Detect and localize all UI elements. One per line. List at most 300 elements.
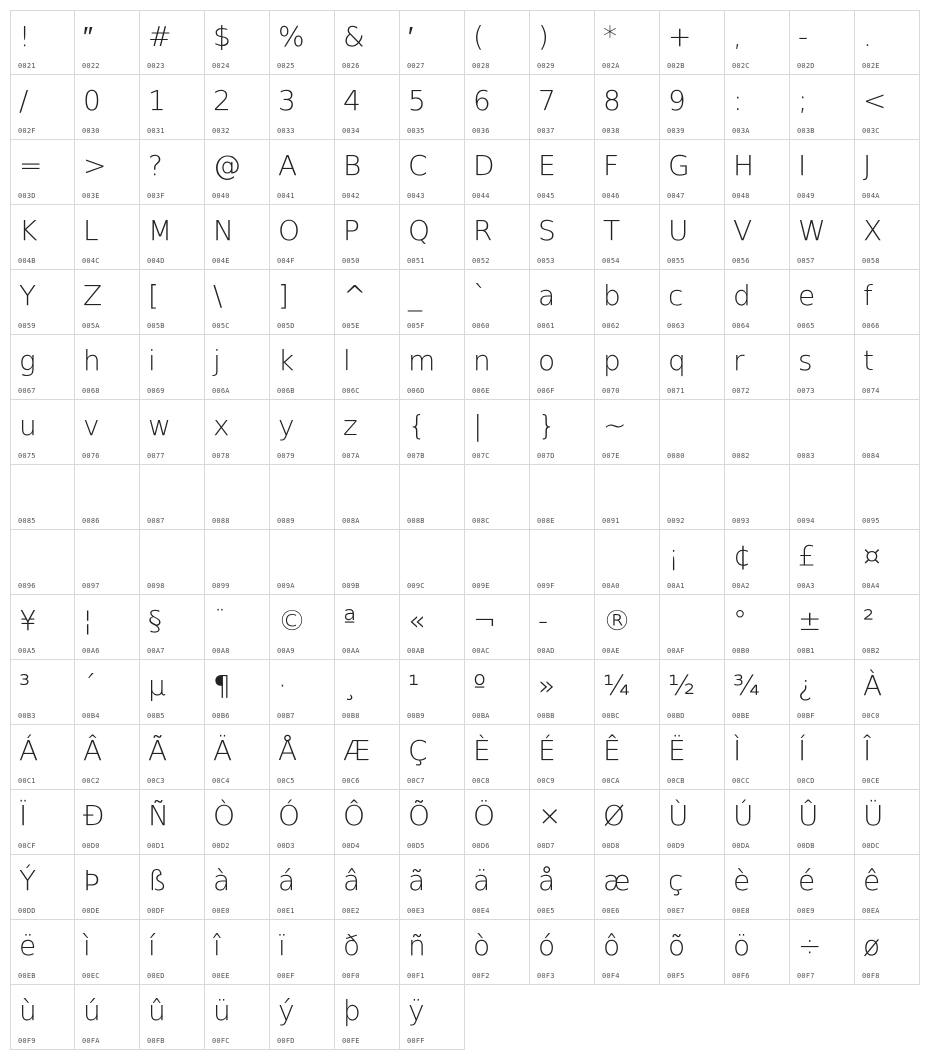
glyph-code: 00FA: [82, 1037, 100, 1045]
glyph-code: 00F8: [862, 972, 880, 980]
glyph-cell: [335, 465, 400, 530]
glyph-character: x: [213, 409, 230, 442]
glyph-cell: [660, 335, 725, 400]
glyph-cell: [790, 75, 855, 140]
glyph-cell: [465, 530, 530, 595]
glyph-code: 00D4: [342, 842, 360, 850]
glyph-cell: [75, 465, 140, 530]
glyph-cell: [205, 75, 270, 140]
glyph-character: P: [343, 214, 360, 247]
glyph-cell: [10, 335, 75, 400]
glyph-character: O: [278, 214, 301, 247]
glyph-character: þ: [343, 994, 361, 1027]
glyph-cell: [790, 530, 855, 595]
glyph-cell: [595, 595, 660, 660]
glyph-character: o: [538, 344, 556, 377]
glyph-code: 005C: [212, 322, 230, 330]
glyph-cell: [205, 270, 270, 335]
glyph-cell: [270, 725, 335, 790]
glyph-cell: [595, 270, 660, 335]
glyph-cell: [530, 335, 595, 400]
glyph-code: 00FD: [277, 1037, 295, 1045]
glyph-cell: [660, 530, 725, 595]
glyph-character: $: [213, 20, 231, 53]
glyph-character: ý: [278, 994, 295, 1027]
glyph-code: 003E: [82, 192, 100, 200]
glyph-code: 0024: [212, 62, 230, 70]
glyph-code: 0050: [342, 257, 360, 265]
glyph-character: H: [733, 149, 755, 182]
glyph-code: 003F: [147, 192, 165, 200]
glyph-code: 0071: [667, 387, 685, 395]
glyph-character: &: [343, 20, 365, 53]
glyph-code: 002E: [862, 62, 880, 70]
glyph-code: 00F4: [602, 972, 620, 980]
glyph-code: 0051: [407, 257, 425, 265]
glyph-code: 00E5: [537, 907, 555, 915]
glyph-cell: [270, 530, 335, 595]
glyph-code: 0035: [407, 127, 425, 135]
glyph-cell: [595, 205, 660, 270]
glyph-cell: [595, 75, 660, 140]
glyph-cell: [10, 10, 75, 75]
glyph-code: 00D6: [472, 842, 490, 850]
glyph-code: 00EA: [862, 907, 880, 915]
glyph-cell: [140, 920, 205, 985]
glyph-character: Ò: [213, 799, 236, 832]
glyph-cell: [595, 920, 660, 985]
glyph-code: 004D: [147, 257, 165, 265]
glyph-character: ù: [19, 994, 37, 1027]
glyph-cell: [75, 400, 140, 465]
glyph-cell: [270, 660, 335, 725]
glyph-character: w: [148, 409, 171, 442]
glyph-code: 0067: [18, 387, 36, 395]
glyph-character: }: [538, 409, 556, 442]
glyph-character: 2: [213, 84, 231, 117]
glyph-character: 1: [148, 84, 166, 117]
glyph-cell: [465, 205, 530, 270]
glyph-character: ä: [473, 864, 491, 897]
glyph-code: 0054: [602, 257, 620, 265]
glyph-code: 0066: [862, 322, 880, 330]
glyph-code: 00FB: [147, 1037, 165, 1045]
glyph-code: 0084: [862, 452, 880, 460]
glyph-character: ?: [148, 149, 163, 182]
glyph-code: 007A: [342, 452, 360, 460]
glyph-cell: [335, 10, 400, 75]
glyph-code: 0023: [147, 62, 165, 70]
glyph-code: 00C9: [537, 777, 555, 785]
glyph-code: 00F7: [797, 972, 815, 980]
glyph-character: Ô: [343, 799, 366, 832]
glyph-character: i: [148, 344, 156, 377]
glyph-cell: [335, 790, 400, 855]
glyph-cell: [530, 595, 595, 660]
glyph-cell: [10, 205, 75, 270]
glyph-code: 005D: [277, 322, 295, 330]
glyph-cell: [400, 10, 465, 75]
glyph-cell: [855, 855, 920, 920]
glyph-code: 0059: [18, 322, 36, 330]
glyph-code: 005B: [147, 322, 165, 330]
glyph-character: I: [798, 149, 807, 182]
glyph-character: á: [278, 864, 296, 897]
glyph-character: Ü: [863, 799, 884, 832]
glyph-character: k: [278, 344, 295, 377]
glyph-character: Ø: [603, 799, 626, 832]
glyph-code: 00A5: [18, 647, 36, 655]
glyph-character: ì: [83, 929, 91, 962]
glyph-character: ë: [19, 929, 37, 962]
glyph-cell: [725, 465, 790, 530]
glyph-code: 009E: [472, 582, 490, 590]
glyph-character: U: [668, 214, 689, 247]
glyph-cell: [725, 790, 790, 855]
glyph-character: z: [343, 409, 358, 442]
glyph-character: ¢: [733, 539, 751, 572]
glyph-code: 0031: [147, 127, 165, 135]
glyph-code: 0049: [797, 192, 815, 200]
glyph-cell: [205, 10, 270, 75]
glyph-cell: [855, 10, 920, 75]
glyph-code: 0064: [732, 322, 750, 330]
glyph-code: 002D: [797, 62, 815, 70]
glyph-character: ^: [343, 279, 367, 312]
glyph-code: 00F0: [342, 972, 360, 980]
glyph-code: 0037: [537, 127, 555, 135]
glyph-character: C: [408, 149, 428, 182]
glyph-character: m: [408, 344, 436, 377]
glyph-character: ã: [408, 864, 426, 897]
glyph-character: ¬: [473, 604, 497, 637]
glyph-cell: [725, 400, 790, 465]
glyph-character: È: [473, 734, 491, 767]
glyph-cell: [530, 920, 595, 985]
glyph-cell: [205, 335, 270, 400]
glyph-character: Û: [798, 799, 819, 832]
glyph-code: 00C5: [277, 777, 295, 785]
glyph-code: 00FC: [212, 1037, 230, 1045]
glyph-code: 0086: [82, 517, 100, 525]
glyph-code: 0072: [732, 387, 750, 395]
glyph-character: `: [473, 279, 487, 312]
glyph-character: ]: [278, 279, 289, 312]
glyph-code: 006D: [407, 387, 425, 395]
glyph-code: 00B4: [82, 712, 100, 720]
glyph-code: 0060: [472, 322, 490, 330]
glyph-code: 0029: [537, 62, 555, 70]
glyph-cell: [530, 660, 595, 725]
glyph-cell: [10, 725, 75, 790]
glyph-cell: [790, 790, 855, 855]
glyph-code: 0065: [797, 322, 815, 330]
glyph-cell: [140, 855, 205, 920]
glyph-character: _: [408, 279, 422, 312]
glyph-character: t: [863, 344, 874, 377]
glyph-cell: [335, 920, 400, 985]
glyph-cell: [855, 660, 920, 725]
glyph-code: 00B9: [407, 712, 425, 720]
glyph-code: 00EB: [18, 972, 36, 980]
glyph-code: 002B: [667, 62, 685, 70]
glyph-cell: [140, 985, 205, 1050]
glyph-cell: [725, 10, 790, 75]
glyph-cell: [660, 465, 725, 530]
glyph-character: Ý: [19, 864, 37, 897]
glyph-code: 00A3: [797, 582, 815, 590]
glyph-code: 0069: [147, 387, 165, 395]
glyph-code: 0052: [472, 257, 490, 265]
glyph-code: 00BD: [667, 712, 685, 720]
glyph-cell: [205, 920, 270, 985]
glyph-cell: [400, 595, 465, 660]
glyph-character: ;: [798, 84, 808, 117]
glyph-character: ¥: [19, 604, 37, 637]
glyph-code: 0063: [667, 322, 685, 330]
glyph-code: 00AE: [602, 647, 620, 655]
glyph-character: K: [19, 214, 38, 247]
glyph-cell: [465, 725, 530, 790]
glyph-character: Ú: [733, 799, 754, 832]
glyph-code: 00E2: [342, 907, 360, 915]
glyph-code: 00DE: [82, 907, 100, 915]
glyph-cell: [790, 920, 855, 985]
glyph-cell: [335, 985, 400, 1050]
glyph-cell: [10, 790, 75, 855]
glyph-character: º: [473, 669, 487, 702]
glyph-code: 00CD: [797, 777, 815, 785]
glyph-character: ÷: [798, 929, 822, 962]
glyph-code: 0053: [537, 257, 555, 265]
glyph-cell: [335, 400, 400, 465]
glyph-code: 005F: [407, 322, 425, 330]
glyph-cell: [790, 140, 855, 205]
glyph-cell: [790, 205, 855, 270]
glyph-code: 00D5: [407, 842, 425, 850]
glyph-code: 0030: [82, 127, 100, 135]
glyph-code: 00E0: [212, 907, 230, 915]
glyph-cell: [10, 400, 75, 465]
glyph-cell: [465, 790, 530, 855]
glyph-code: 009F: [537, 582, 555, 590]
glyph-character: 0: [83, 84, 101, 117]
glyph-character: ²: [863, 604, 875, 637]
glyph-cell: [270, 790, 335, 855]
glyph-character: R: [473, 214, 493, 247]
glyph-code: 0074: [862, 387, 880, 395]
glyph-code: 00C2: [82, 777, 100, 785]
glyph-character: Ë: [668, 734, 686, 767]
glyph-code: 00F5: [667, 972, 685, 980]
glyph-cell: [725, 595, 790, 660]
glyph-cell: [595, 725, 660, 790]
glyph-grid: [10, 10, 920, 1050]
glyph-character: ê: [863, 864, 881, 897]
glyph-code: 0076: [82, 452, 100, 460]
glyph-cell: [465, 855, 530, 920]
glyph-code: 00CE: [862, 777, 880, 785]
glyph-character: [: [148, 279, 159, 312]
glyph-code: 00C3: [147, 777, 165, 785]
glyph-code: 00BB: [537, 712, 555, 720]
glyph-cell: [75, 985, 140, 1050]
glyph-code: 00AD: [537, 647, 555, 655]
glyph-cell: [855, 790, 920, 855]
glyph-character: p: [603, 344, 621, 377]
glyph-code: 004A: [862, 192, 880, 200]
glyph-code: 0055: [667, 257, 685, 265]
glyph-cell: [725, 660, 790, 725]
glyph-character: Ï: [19, 799, 28, 832]
glyph-cell: [400, 270, 465, 335]
glyph-character: =: [19, 149, 43, 182]
glyph-code: 00C8: [472, 777, 490, 785]
glyph-code: 00F9: [18, 1037, 36, 1045]
glyph-cell: [205, 595, 270, 660]
glyph-character: è: [733, 864, 751, 897]
glyph-code: 0077: [147, 452, 165, 460]
glyph-code: 003D: [18, 192, 36, 200]
glyph-code: 0070: [602, 387, 620, 395]
glyph-cell: [790, 855, 855, 920]
glyph-cell: [75, 530, 140, 595]
glyph-cell: [75, 855, 140, 920]
glyph-character: Ñ: [148, 799, 169, 832]
glyph-character: B: [343, 149, 362, 182]
glyph-character: ³: [19, 669, 31, 702]
glyph-code: 00F3: [537, 972, 555, 980]
glyph-code: 00A6: [82, 647, 100, 655]
glyph-cell: [660, 920, 725, 985]
glyph-code: 00CB: [667, 777, 685, 785]
glyph-code: 00B2: [862, 647, 880, 655]
glyph-cell: [725, 530, 790, 595]
glyph-cell: [140, 270, 205, 335]
glyph-code: 006F: [537, 387, 555, 395]
glyph-code: 00E6: [602, 907, 620, 915]
glyph-code: 00AC: [472, 647, 490, 655]
glyph-character: v: [83, 409, 100, 442]
glyph-cell: [140, 10, 205, 75]
glyph-code: 00E7: [667, 907, 685, 915]
glyph-cell: [530, 10, 595, 75]
glyph-character: N: [213, 214, 234, 247]
glyph-character: ¨: [213, 604, 227, 637]
glyph-character: í: [148, 929, 156, 962]
glyph-cell: [400, 400, 465, 465]
glyph-cell: [400, 790, 465, 855]
glyph-character: ¡: [668, 539, 680, 572]
glyph-character: >: [83, 149, 107, 182]
glyph-cell: [465, 660, 530, 725]
glyph-code: 00E8: [732, 907, 750, 915]
glyph-code: 007D: [537, 452, 555, 460]
glyph-cell: [140, 725, 205, 790]
glyph-character: ×: [538, 799, 562, 832]
glyph-character: Q: [408, 214, 431, 247]
glyph-code: 008C: [472, 517, 490, 525]
glyph-cell: [595, 855, 660, 920]
glyph-code: 0042: [342, 192, 360, 200]
glyph-character: æ: [603, 864, 631, 897]
glyph-code: 00DC: [862, 842, 880, 850]
glyph-code: 00C1: [18, 777, 36, 785]
glyph-character: Ù: [668, 799, 689, 832]
glyph-code: 0091: [602, 517, 620, 525]
glyph-code: 008B: [407, 517, 425, 525]
glyph-code: 004F: [277, 257, 295, 265]
glyph-cell: [725, 920, 790, 985]
glyph-cell: [10, 140, 75, 205]
glyph-code: 0036: [472, 127, 490, 135]
glyph-character: u: [19, 409, 37, 442]
glyph-cell: [465, 595, 530, 660]
glyph-cell: [465, 465, 530, 530]
glyph-cell: [335, 725, 400, 790]
glyph-code: 0033: [277, 127, 295, 135]
glyph-character: f: [863, 279, 873, 312]
glyph-code: 00D2: [212, 842, 230, 850]
glyph-cell: [75, 140, 140, 205]
glyph-cell: [205, 205, 270, 270]
glyph-character: Á: [19, 734, 39, 767]
glyph-character: ©: [278, 604, 306, 637]
glyph-code: 00D9: [667, 842, 685, 850]
glyph-code: 0026: [342, 62, 360, 70]
glyph-cell: [725, 270, 790, 335]
glyph-character: «: [408, 604, 426, 637]
glyph-character: 6: [473, 84, 491, 117]
glyph-cell: [530, 400, 595, 465]
glyph-code: 00DD: [18, 907, 36, 915]
glyph-cell: [660, 10, 725, 75]
glyph-code: 0092: [667, 517, 685, 525]
glyph-code: 0093: [732, 517, 750, 525]
glyph-code: 002C: [732, 62, 750, 70]
glyph-cell: [725, 205, 790, 270]
glyph-code: 0096: [18, 582, 36, 590]
glyph-character: J: [863, 149, 872, 182]
glyph-character: Ã: [148, 734, 168, 767]
glyph-cell: [10, 920, 75, 985]
glyph-code: 0021: [18, 62, 36, 70]
glyph-character: {: [408, 409, 426, 442]
glyph-character: Õ: [408, 799, 431, 832]
glyph-code: 00C7: [407, 777, 425, 785]
glyph-character: ç: [668, 864, 684, 897]
glyph-cell: [465, 400, 530, 465]
glyph-cell: [660, 855, 725, 920]
glyph-character: a: [538, 279, 556, 312]
glyph-cell: [10, 465, 75, 530]
glyph-character: Ê: [603, 734, 621, 767]
glyph-cell: [400, 855, 465, 920]
glyph-code: 00B7: [277, 712, 295, 720]
glyph-cell: [335, 270, 400, 335]
glyph-cell: [790, 400, 855, 465]
glyph-cell: [270, 595, 335, 660]
glyph-cell: [855, 400, 920, 465]
glyph-cell: [205, 985, 270, 1050]
glyph-cell: [465, 140, 530, 205]
glyph-cell: [75, 205, 140, 270]
glyph-character: L: [83, 214, 99, 247]
glyph-code: 00AF: [667, 647, 685, 655]
glyph-character: l: [343, 344, 351, 377]
glyph-character: d: [733, 279, 751, 312]
glyph-character: E: [538, 149, 556, 182]
